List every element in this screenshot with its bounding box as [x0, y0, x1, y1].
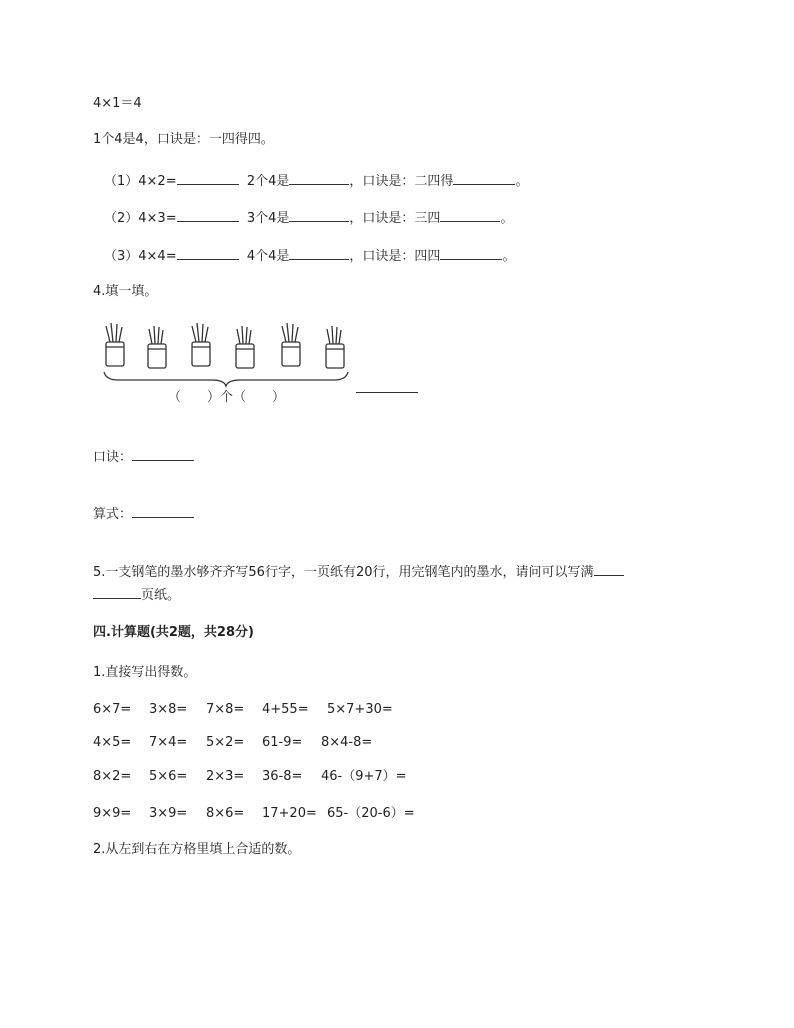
- figure-caption: （ ）个（ ）: [168, 390, 286, 405]
- answer-blank[interactable]: [132, 446, 194, 461]
- pencil-cup-icon: [282, 323, 300, 366]
- answer-blank[interactable]: [177, 170, 239, 185]
- fill-item-expression: （3）4×4=: [104, 249, 177, 264]
- brace-icon: [104, 372, 348, 386]
- q4-title: 4.填一填。: [93, 284, 158, 299]
- intro-equation: 4×1＝4: [93, 96, 142, 111]
- answer-blank[interactable]: [93, 584, 141, 599]
- answer-blank[interactable]: [289, 207, 349, 222]
- answer-blank[interactable]: [289, 170, 349, 185]
- fill-item-koujue: ，口诀是：四四: [349, 249, 441, 264]
- fill-item-2: [104, 207, 513, 228]
- pencil-cup-icon: [192, 323, 210, 366]
- fill-item-3: [104, 245, 515, 266]
- fill-item-expression: （1）4×2=: [104, 174, 177, 189]
- calc-item: 6×7=: [93, 702, 132, 717]
- fill-item-end: 。: [515, 174, 529, 189]
- calc-item: 3×8=: [149, 702, 188, 717]
- calc-item: 5×6=: [149, 769, 188, 784]
- answer-blank[interactable]: [453, 170, 515, 185]
- answer-blank[interactable]: [177, 207, 239, 222]
- koujue-row: [93, 446, 194, 467]
- fill-item-end: 。: [502, 249, 516, 264]
- answer-blank[interactable]: [289, 245, 349, 260]
- fill-item-1: [104, 170, 528, 191]
- q5-line1: [93, 561, 624, 582]
- fill-item-koujue: ，口诀是：二四得: [349, 174, 454, 189]
- calc-item: 5×2=: [206, 735, 245, 750]
- koujue-label: 口诀：: [93, 450, 133, 465]
- answer-blank[interactable]: [594, 561, 624, 576]
- fill-item-count: 4个4是: [246, 249, 290, 264]
- pencil-cup-icon: [148, 326, 166, 368]
- calc-item: 36-8=: [262, 769, 303, 784]
- q5-line2: [93, 584, 180, 605]
- calc-item: 5×7+30=: [327, 702, 393, 717]
- calc-q1-title: 1.直接写出得数。: [93, 665, 197, 680]
- calc-item: 17+20=: [262, 806, 317, 821]
- calc-item: 8×6=: [206, 806, 245, 821]
- calc-item: 7×4=: [149, 735, 188, 750]
- fill-item-koujue: ，口诀是：三四: [349, 211, 441, 226]
- q5-text: 5.一支钢笔的墨水够齐齐写56行字，一页纸有20行，用完钢笔内的墨水，请问可以写满: [93, 565, 594, 580]
- fill-item-expression: （2）4×3=: [104, 211, 177, 226]
- intro-explain: 1个4是4，口诀是：一四得四。: [93, 132, 274, 147]
- pencil-cups-figure: [100, 320, 352, 412]
- calc-item: 3×9=: [149, 806, 188, 821]
- figure-answer-blank[interactable]: [356, 392, 418, 393]
- calc-item: 9×9=: [93, 806, 132, 821]
- fill-item-count: 2个4是: [246, 174, 290, 189]
- pencil-cup-icon: [106, 323, 124, 366]
- fill-item-end: 。: [500, 211, 514, 226]
- q5-text-end: 页纸。: [141, 588, 181, 603]
- calc-item: 46-（9+7）=: [321, 769, 407, 784]
- calc-item: 8×2=: [93, 769, 132, 784]
- calc-item: 61-9=: [262, 735, 303, 750]
- section-title: 四.计算题(共2题，共28分): [93, 625, 254, 640]
- pencil-cup-icon: [236, 326, 254, 368]
- calc-item: 4×5=: [93, 735, 132, 750]
- answer-blank[interactable]: [177, 245, 239, 260]
- calc-item: 8×4-8=: [321, 735, 373, 750]
- answer-blank[interactable]: [440, 245, 502, 260]
- fill-item-count: 3个4是: [246, 211, 290, 226]
- calc-item: 7×8=: [206, 702, 245, 717]
- answer-blank[interactable]: [440, 207, 500, 222]
- calc-item: 65-（20-6）=: [327, 806, 415, 821]
- pencil-cup-icon: [326, 326, 344, 368]
- calc-item: 2×3=: [206, 769, 245, 784]
- calc-q2-title: 2.从左到右在方格里填上合适的数。: [93, 842, 301, 857]
- suanshi-label: 算式：: [93, 507, 133, 522]
- suanshi-row: [93, 503, 194, 524]
- calc-item: 4+55=: [262, 702, 309, 717]
- answer-blank[interactable]: [132, 503, 194, 518]
